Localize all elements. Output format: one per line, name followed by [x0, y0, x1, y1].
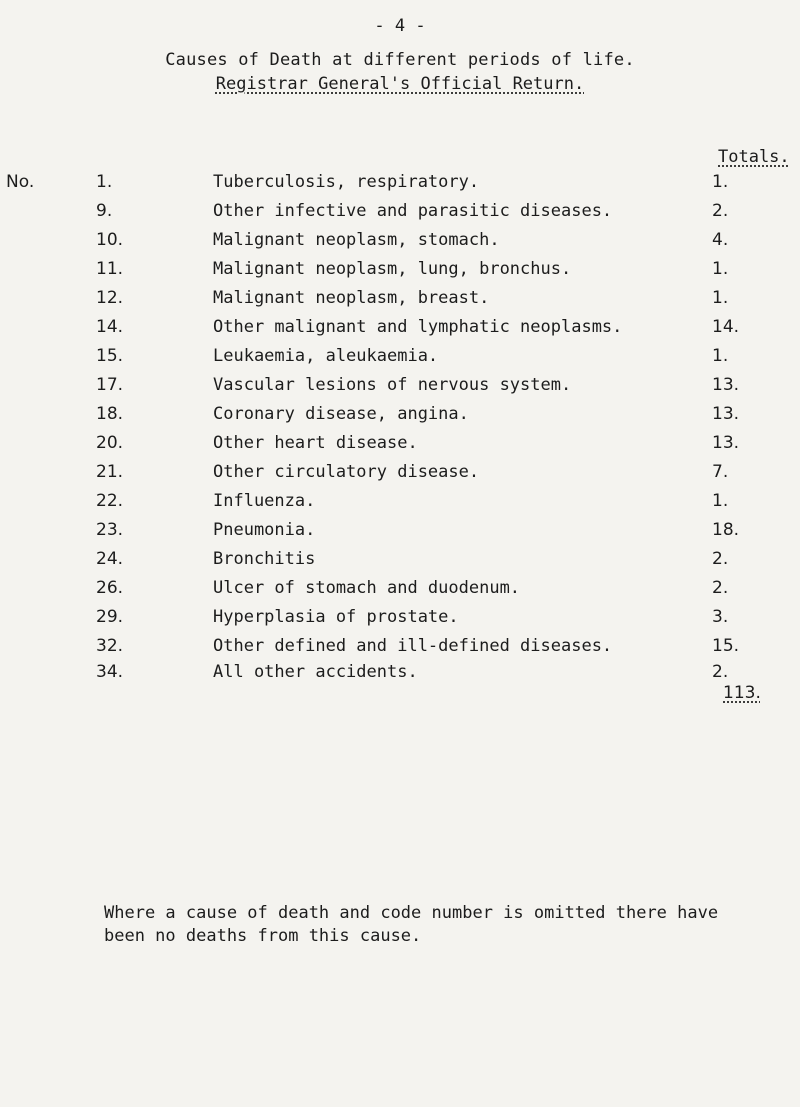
cause-name: Ulcer of stomach and duodenum. — [213, 578, 521, 598]
table-row — [0, 433, 800, 457]
cause-total: 13. — [712, 375, 740, 395]
cause-code: 21. — [96, 462, 124, 482]
table-row — [0, 288, 800, 312]
cause-total: 2. — [712, 549, 729, 569]
cause-code: 14. — [96, 317, 124, 337]
totals-column-header: Totals. — [718, 147, 790, 167]
cause-name: Malignant neoplasm, lung, bronchus. — [213, 259, 572, 279]
table-row — [0, 549, 800, 573]
cause-name: Other circulatory disease. — [213, 462, 480, 482]
cause-total: 3. — [712, 607, 729, 627]
cause-total: 4. — [712, 230, 729, 250]
table-row — [0, 404, 800, 428]
cause-total: 2. — [712, 662, 729, 682]
table-row — [0, 491, 800, 515]
cause-code: 9. — [96, 201, 113, 221]
page-subtitle — [0, 74, 800, 94]
cause-code: 17. — [96, 375, 124, 395]
cause-total: 1. — [712, 491, 729, 511]
cause-name: All other accidents. — [213, 662, 418, 682]
page-title: Causes of Death at different periods of life. — [165, 50, 635, 70]
cause-total: 2. — [712, 201, 729, 221]
table-row — [0, 346, 800, 370]
table-row — [0, 172, 800, 196]
subtitle-text: Registrar General's Official Return. — [215, 74, 585, 94]
cause-name: Leukaemia, aleukaemia. — [213, 346, 439, 366]
cause-total: 1. — [712, 172, 729, 192]
table-row — [0, 578, 800, 602]
cause-total: 13. — [712, 433, 740, 453]
cause-name: Tuberculosis, respiratory. — [213, 172, 480, 192]
cause-total: 1. — [712, 259, 729, 279]
cause-total: 13. — [712, 404, 740, 424]
cause-total: 1. — [712, 346, 729, 366]
grand-total: 113. — [723, 683, 761, 703]
table-row — [0, 201, 800, 225]
cause-code: 12. — [96, 288, 124, 308]
table-row — [0, 520, 800, 544]
cause-name: Coronary disease, angina. — [213, 404, 469, 424]
cause-name: Bronchitis — [213, 549, 316, 569]
cause-name: Malignant neoplasm, stomach. — [213, 230, 500, 250]
table-row — [0, 636, 800, 660]
cause-name: Malignant neoplasm, breast. — [213, 288, 490, 308]
cause-code: 24. — [96, 549, 124, 569]
cause-code: 23. — [96, 520, 124, 540]
cause-name: Hyperplasia of prostate. — [213, 607, 459, 627]
cause-name: Vascular lesions of nervous system. — [213, 375, 572, 395]
table-row — [0, 259, 800, 283]
cause-code: 26. — [96, 578, 124, 598]
cause-name: Influenza. — [213, 491, 316, 511]
cause-code: 32. — [96, 636, 124, 656]
table-row — [0, 317, 800, 341]
cause-total: 15. — [712, 636, 740, 656]
cause-total: 18. — [712, 520, 740, 540]
cause-name: Other defined and ill-defined diseases. — [213, 636, 613, 656]
table-row — [0, 662, 800, 686]
cause-total: 14. — [712, 317, 740, 337]
table-row — [0, 230, 800, 254]
cause-code: 15. — [96, 346, 124, 366]
cause-code: 1. — [96, 172, 113, 192]
cause-code: 29. — [96, 607, 124, 627]
cause-name: Other malignant and lymphatic neoplasms. — [213, 317, 623, 337]
number-column-header: No. — [6, 172, 35, 192]
page-number: - 4 - — [374, 16, 426, 36]
cause-code: 34. — [96, 662, 124, 682]
table-row — [0, 375, 800, 399]
cause-name: Other infective and parasitic diseases. — [213, 201, 613, 221]
footnote: Where a cause of death and code number is omitted there have been no deaths from this cause. — [104, 903, 719, 946]
table-row — [0, 607, 800, 631]
cause-code: 22. — [96, 491, 124, 511]
cause-name: Pneumonia. — [213, 520, 316, 540]
cause-total: 2. — [712, 578, 729, 598]
cause-code: 20. — [96, 433, 124, 453]
cause-code: 18. — [96, 404, 124, 424]
cause-total: 1. — [712, 288, 729, 308]
cause-total: 7. — [712, 462, 729, 482]
cause-code: 11. — [96, 259, 124, 279]
table-row — [0, 462, 800, 486]
cause-name: Other heart disease. — [213, 433, 418, 453]
cause-code: 10. — [96, 230, 124, 250]
